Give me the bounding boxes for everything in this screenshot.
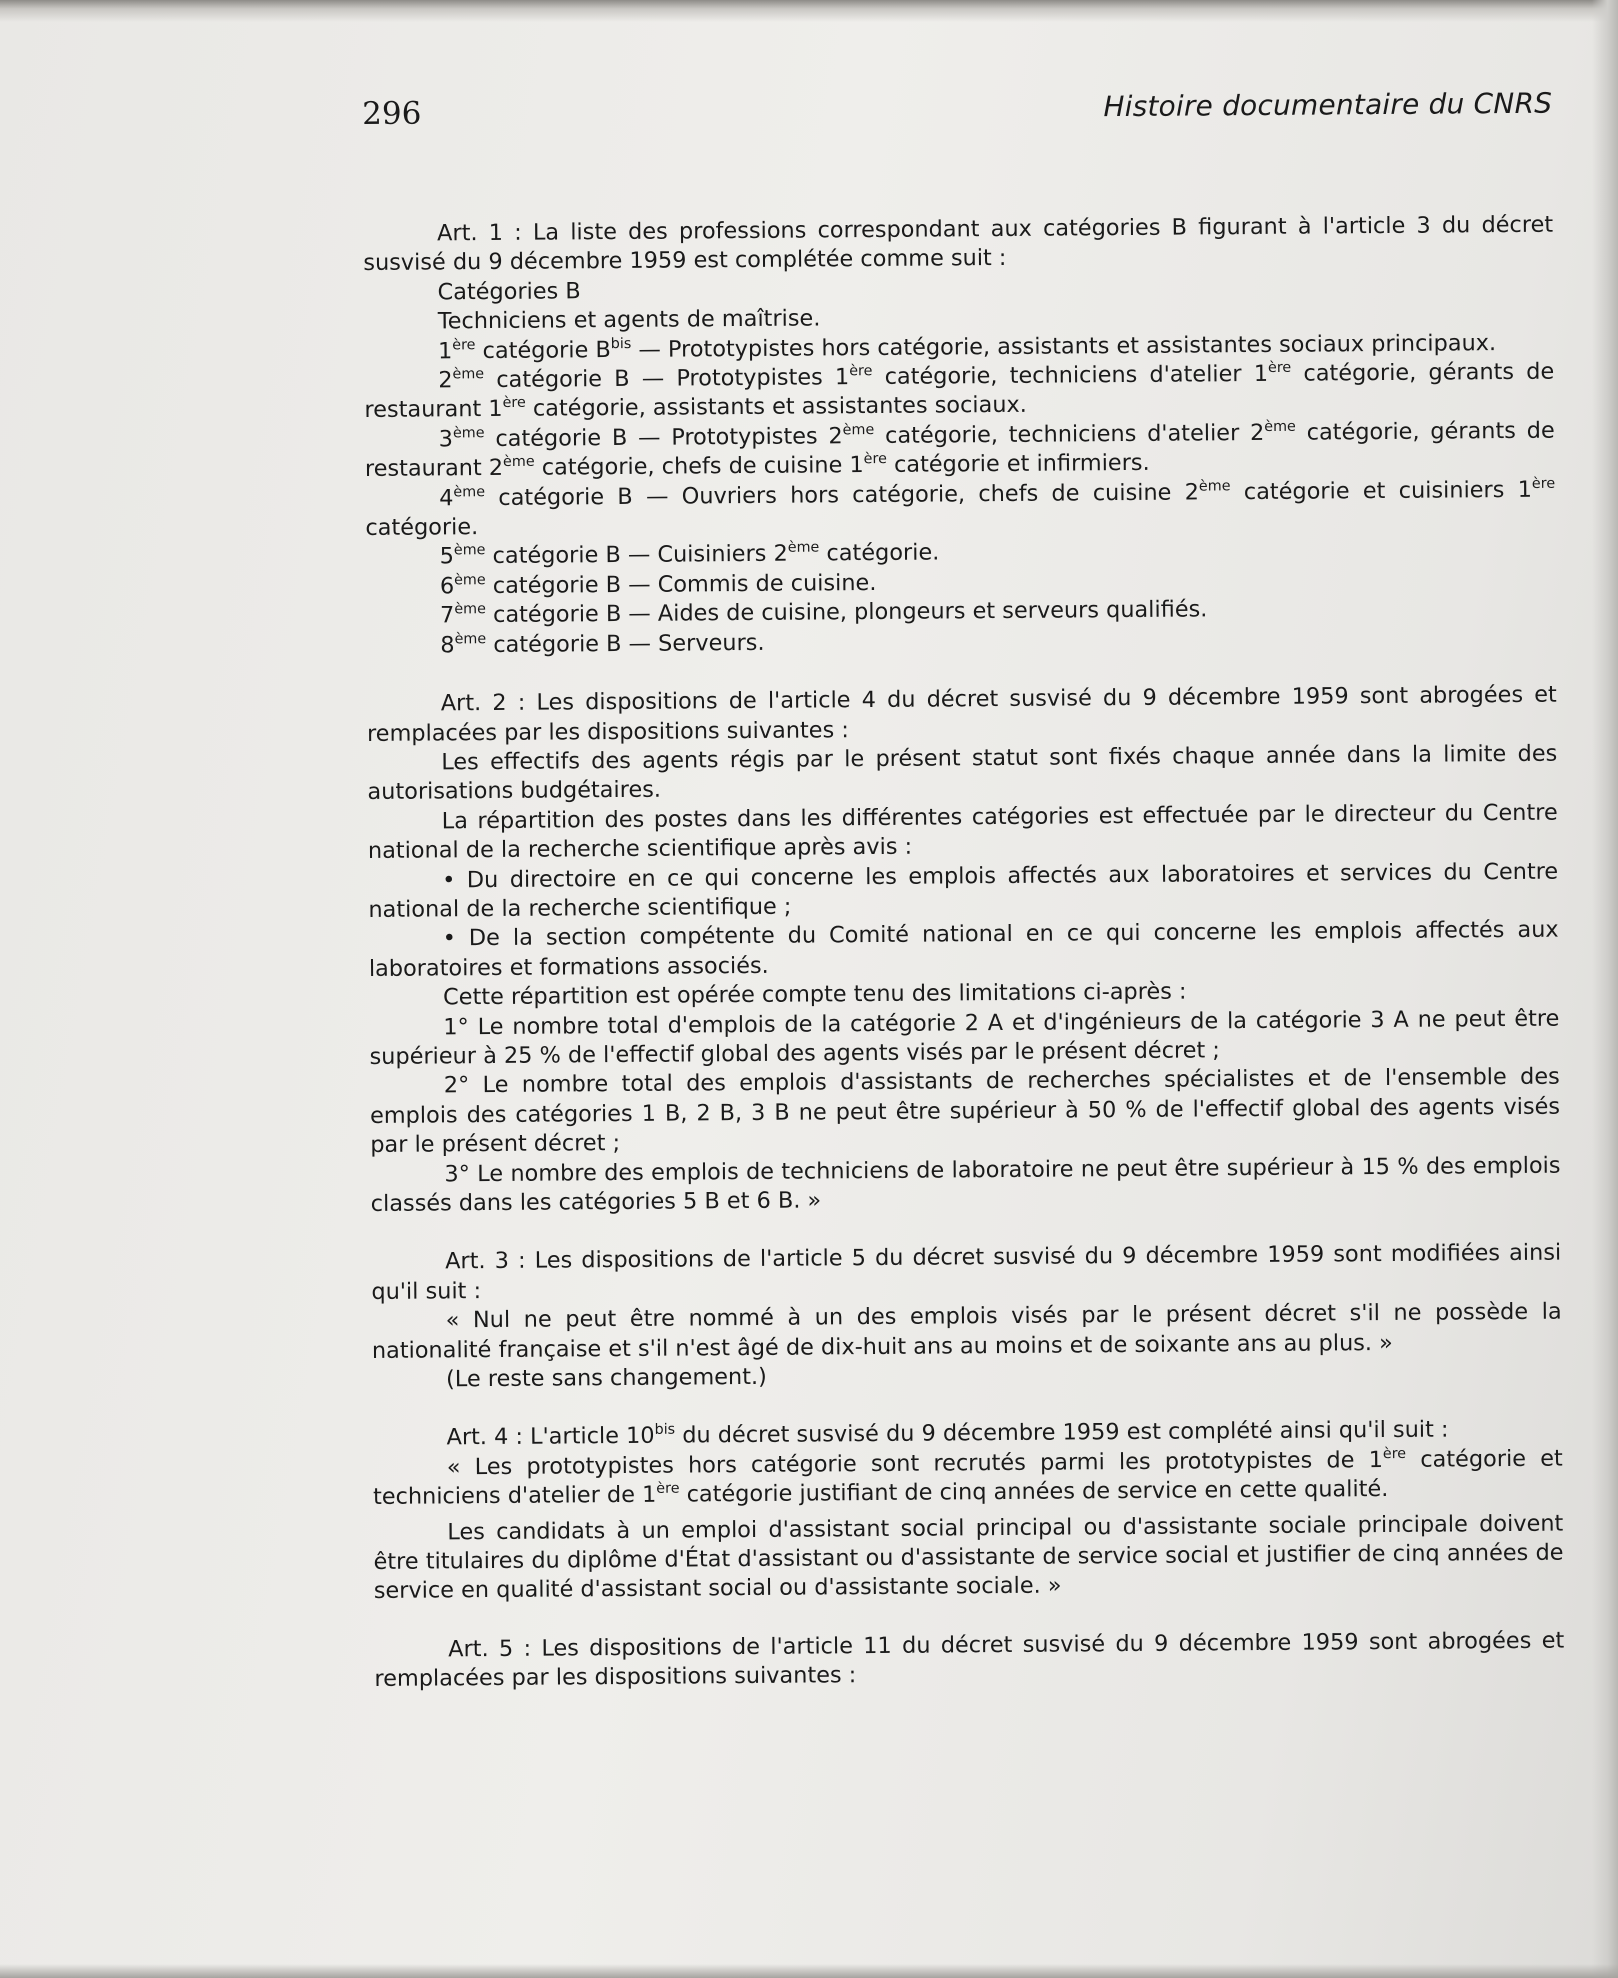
paragraph: Art. 5 : Les dispositions de l'article 11 du décret susvisé du 9 décembre 1959 sont abrogées et remplacées par les dispositions suivantes :	[374, 1627, 1565, 1693]
paragraph: La répartition des postes dans les différentes catégories est effectuée par le directeur du Centre national de la recherche scientifique après avis :	[367, 799, 1558, 865]
category-item: 1ère catégorie $B^{bis}$ — Prototypistes hors catégorie, assistants et assistantes sociaux principaux.	[437, 329, 1497, 365]
quote-paragraph: « Nul ne peut être nommé à un des emplois visés par le présent décret s'il ne possède la nationalité française et s'il n'est âgé de dix-huit ans au moins et de soixante ans au plus. »	[371, 1298, 1562, 1364]
paragraph: Les effectifs des agents régis par le présent statut sont fixés chaque année dans la limite des autorisations budgétaires.	[367, 740, 1558, 806]
paragraph: Art. 4 : L'article $10^{bis}$ du décret susvisé du 9 décembre 1959 est complété ainsi qu'il suit :	[446, 1416, 1449, 1451]
category-item: 5ème catégorie B — Cuisiniers 2ème catégorie.	[439, 539, 940, 570]
category-item: 7ème catégorie B — Aides de cuisine, plongeurs et serveurs qualifiés.	[440, 596, 1208, 629]
category-item: 3ème catégorie B — Prototypistes 2ème catégorie, techniciens d'atelier 2ème catégorie, gérants de restaurant 2ème catégorie, chefs de cuisine 1ère catégorie et infirmiers.	[364, 417, 1555, 483]
bullet-item: • Du directoire en ce qui concerne les emplois affectés aux laboratoires et services du Centre national de la recherche scientifique ;	[368, 858, 1559, 923]
category-item: 6ème catégorie B — Commis de cuisine.	[439, 569, 877, 600]
category-item: 2ème catégorie B — Prototypistes 1ère catégorie, techniciens d'atelier 1ère catégorie, gérants de restaurant 1ère catégorie, assistants et assistantes sociaux.	[364, 358, 1555, 424]
article-5	[374, 1626, 1564, 1694]
bullet-item: • De la section compétente du Comité national en ce qui concerne les emplois affectés aux laboratoires et formations associés.	[368, 916, 1559, 982]
running-title: Histoire documentaire du CNRS	[1103, 86, 1553, 124]
running-header	[362, 83, 1552, 152]
numbered-item: 1° Le nombre total d'emplois de la catégorie 2 A et d'ingénieurs de la catégorie 3 A ne peut être supérieur à 25 % de l'effectif global des agents visés par le présent décret ;	[369, 1005, 1560, 1070]
page-right-edge	[1592, 0, 1618, 1978]
page-content	[362, 83, 1565, 1695]
article-2	[367, 681, 1561, 1220]
page-top-shadow	[0, 0, 1618, 22]
paragraph: (Le reste sans changement.)	[446, 1363, 767, 1393]
body-text	[363, 211, 1565, 1695]
category-item: 8ème catégorie B — Serveurs.	[440, 629, 765, 659]
paragraph: Art. 1 : La liste des professions correspondant aux catégories B figurant à l'article 3 du décret susvisé du 9 décembre 1959 est complétée comme suit :	[363, 211, 1554, 277]
quote-paragraph: « Les prototypistes hors catégorie sont recrutés parmi les prototypistes de 1ère catégorie et techniciens d'atelier de 1ère catégorie justifiant de cinq années de service en cette qualité.	[372, 1445, 1563, 1511]
category-item: 4ème catégorie B — Ouvriers hors catégorie, chefs de cuisine 2ème catégorie et cuisiniers 1ère catégorie.	[365, 475, 1556, 542]
paragraph: Techniciens et agents de maîtrise.	[437, 305, 821, 335]
article-1	[363, 211, 1556, 661]
numbered-item: 2° Le nombre total des emplois d'assistants de recherches spécialistes et de l'ensemble des emplois des catégories 1 B, 2 B, 3 B ne peut être supérieur à 50 % de l'effectif global des agents visés par le présent décret ;	[369, 1063, 1561, 1159]
paragraph: Art. 3 : Les dispositions de l'article 5 du décret susvisé du 9 décembre 1959 sont modifiées ainsi qu'il suit :	[371, 1240, 1562, 1305]
numbered-item: 3° Le nombre des emplois de techniciens de laboratoire ne peut être supérieur à 15 % des emplois classés dans les catégories 5 B et 6 B. »	[370, 1152, 1561, 1217]
page-number: 296	[362, 95, 422, 132]
article-4	[372, 1415, 1563, 1607]
paragraph: Art. 2 : Les dispositions de l'article 4 du décret susvisé du 9 décembre 1959 sont abrogées et remplacées par les dispositions suivantes :	[366, 681, 1557, 747]
paragraph: Catégories B	[437, 278, 581, 306]
page-bottom-shadow	[0, 1964, 1618, 1978]
article-3	[371, 1239, 1562, 1395]
paragraph: Les candidats à un emploi d'assistant social principal ou d'assistante sociale principale doivent être titulaires du diplôme d'État d'assistant ou d'assistante de service social et justifier de cinq années de service en qualité d'assistant social ou d'assistante sociale. »	[373, 1510, 1564, 1605]
paragraph: Cette répartition est opérée compte tenu des limitations ci-après :	[443, 978, 1187, 1011]
